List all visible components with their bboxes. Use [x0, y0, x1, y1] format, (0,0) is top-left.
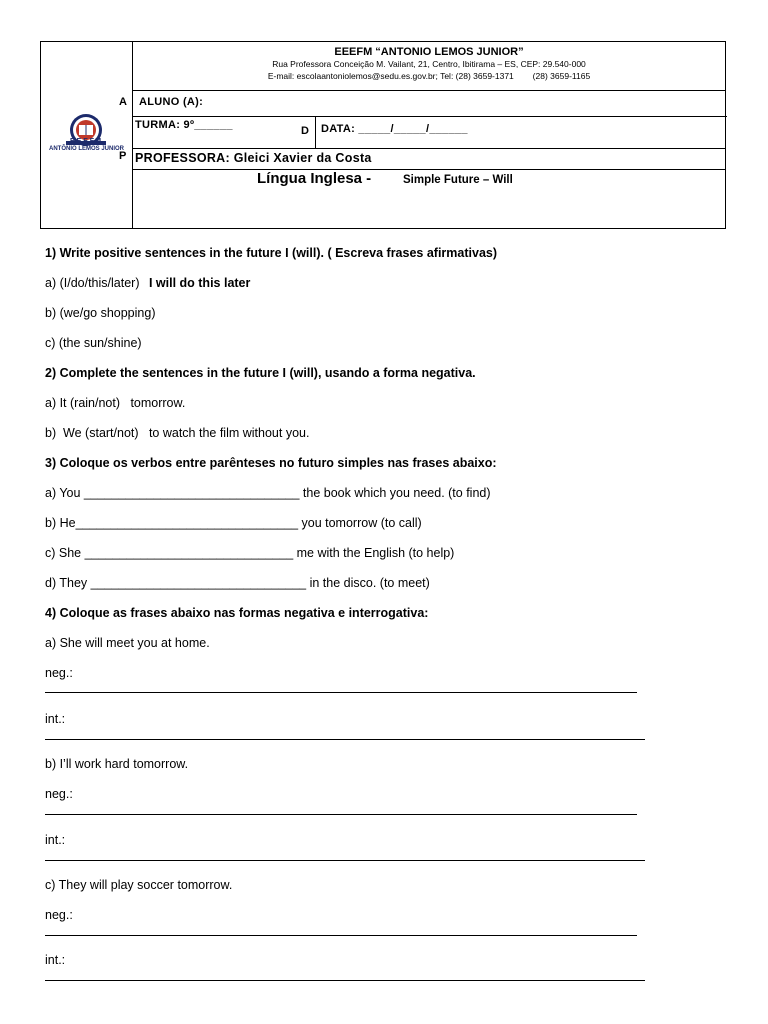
teacher-name: PROFESSORA: Gleici Xavier da Costa	[135, 151, 372, 165]
q4-a-int-answer-line[interactable]	[45, 739, 645, 740]
label-a: A	[119, 96, 127, 108]
logo-column	[41, 42, 133, 228]
q3-item-c: c) She ______________________________ me with the English (to help)	[45, 546, 455, 560]
q1-item-a	[45, 276, 250, 290]
q1-item-b: b) (we/go shopping)	[45, 306, 156, 320]
q2-item-a: a) It (rain/not) tomorrow.	[45, 396, 186, 410]
q4-item-b: b) I’ll work hard tomorrow.	[45, 757, 189, 771]
q4-b-neg-label: neg.:	[45, 787, 73, 801]
q2-item-b: b) We (start/not) to watch the film without you.	[45, 426, 310, 440]
school-contact: E-mail: escolaantoniolemos@sedu.es.gov.br; Tel: (28) 3659-1371 (28) 3659-1165	[267, 71, 591, 81]
label-p: P	[119, 150, 127, 162]
question-1-title: 1) Write positive sentences in the future I (will). ( Escreva frases afirmativas)	[45, 246, 498, 260]
school-address: Rua Professora Conceição M. Vailant, 21, Centro, Ibitirama – ES, CEP: 29.540-000	[272, 59, 586, 69]
q4-c-neg-label: neg.:	[45, 908, 73, 922]
q3-item-d: d) They _______________________________ in the disco. (to meet)	[45, 576, 430, 590]
q3-item-b: b) He________________________________ you tomorrow (to call)	[45, 516, 422, 530]
question-4-title: 4) Coloque as frases abaixo nas formas negativa e interrogativa:	[45, 606, 429, 620]
header-table	[40, 41, 726, 229]
topic-title: Simple Future – Will	[403, 174, 513, 186]
question-3-title: 3) Coloque os verbos entre parênteses no futuro simples nas frases abaixo:	[45, 456, 497, 470]
student-field[interactable]: ALUNO (A):	[139, 96, 204, 108]
q4-a-int-label: int.:	[45, 712, 66, 726]
date-field[interactable]: DATA: _____/_____/______	[321, 123, 468, 135]
q4-b-int-answer-line[interactable]	[45, 860, 645, 861]
school-name: EEEFM “ANTONIO LEMOS JUNIOR”	[334, 46, 524, 58]
label-d: D	[301, 125, 309, 137]
date-divider	[315, 116, 316, 148]
title-row	[133, 168, 725, 228]
q4-b-int-label: int.:	[45, 833, 66, 847]
student-row	[133, 90, 727, 117]
subject-title: Língua Inglesa -	[257, 170, 372, 187]
school-info	[133, 42, 725, 91]
question-2-title: 2) Complete the sentences in the future I (will), usando a forma negativa.	[45, 366, 476, 380]
q1-a-prompt: a) (I/do/this/later)	[45, 276, 140, 290]
logo-abbrev: E.E.E.F.M.	[69, 138, 104, 145]
q1-item-c: c) (the sun/shine)	[45, 336, 142, 350]
logo-name: ANTÔNIO LEMOS JUNIOR	[48, 146, 124, 152]
teacher-row	[133, 148, 725, 170]
q4-c-neg-answer-line[interactable]	[45, 935, 637, 936]
q4-c-int-answer-line[interactable]	[45, 980, 645, 981]
q1-a-answer: I will do this later	[148, 276, 251, 290]
class-date-row	[133, 116, 725, 149]
q4-a-neg-label: neg.:	[45, 666, 73, 680]
q4-b-neg-answer-line[interactable]	[45, 814, 637, 815]
class-field[interactable]: TURMA: 9º______	[135, 119, 233, 131]
q4-c-int-label: int.:	[45, 953, 66, 967]
q4-a-neg-answer-line[interactable]	[45, 692, 637, 693]
q3-item-a: a) You _______________________________ the book which you need. (to find)	[45, 486, 491, 500]
q4-item-c: c) They will play soccer tomorrow.	[45, 878, 233, 892]
q4-item-a: a) She will meet you at home.	[45, 636, 210, 650]
